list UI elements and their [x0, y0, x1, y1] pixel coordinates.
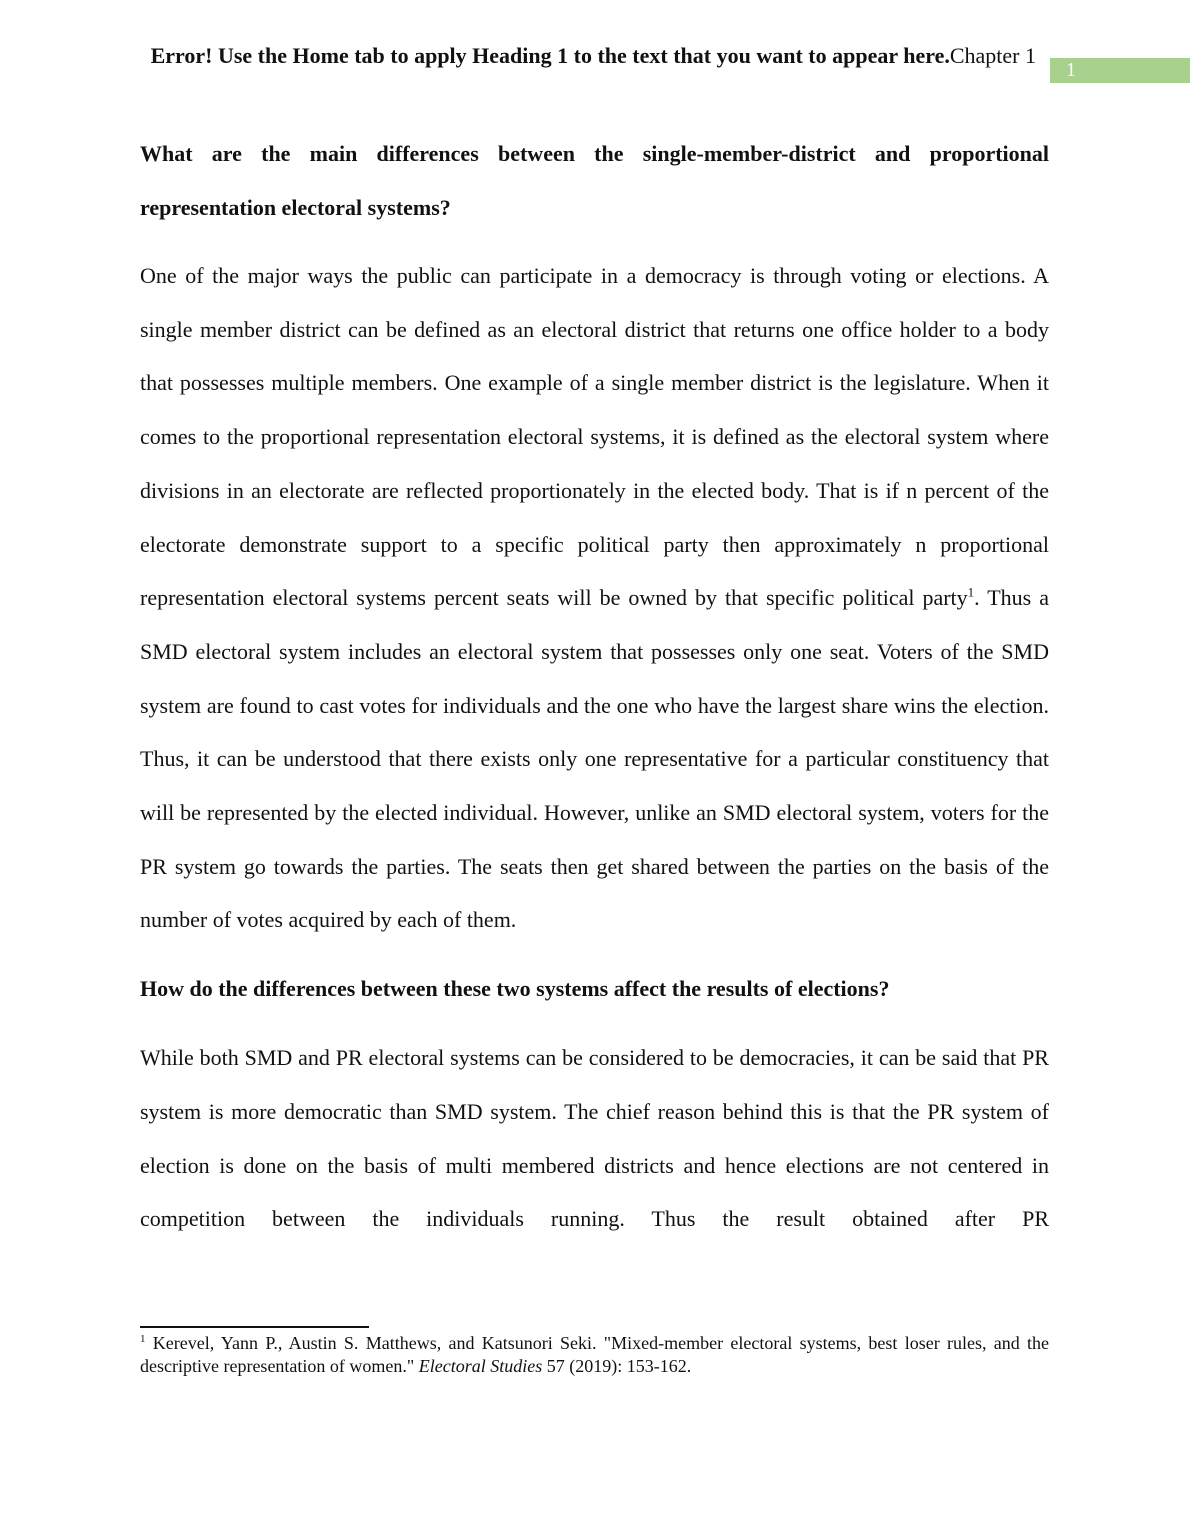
footnote — [140, 1332, 1049, 1378]
page-number-badge — [1050, 58, 1190, 83]
section2-paragraph: While both SMD and PR electoral systems can be considered to be democracies, it can be said that PR system is more democratic than SMD system. The chief reason behind this is that the PR system of election is done on the basis of multi membered districts and hence elections are not centered in competition between the individuals running. Thus the result obtained after PR — [140, 1045, 1049, 1232]
section1-paragraph — [140, 249, 1049, 947]
page-number: 1 — [1066, 59, 1076, 81]
footnote-text-part1: Kerevel, Yann P., Austin S. Matthews, and Katsunori Seki. "Mixed-member electoral systems, best loser rules, and the descriptive representation of women." — [140, 1333, 1049, 1376]
footnote-number: 1 — [140, 1333, 146, 1345]
section1-question: What are the main differences between the single-member-district and proportional representation electoral systems? — [140, 141, 1049, 220]
section2-question: How do the differences between these two systems affect the results of elections? — [140, 976, 890, 1002]
footnote-journal-title: Electoral Studies — [418, 1356, 543, 1376]
footnote-text-part2: 57 (2019): 153-162. — [542, 1356, 692, 1376]
page-header — [140, 42, 1036, 69]
footnote-reference[interactable]: 1 — [967, 584, 975, 600]
section1-paragraph-part2: . Thus a SMD electoral system includes an electoral system that possesses only one seat. Voters of the SMD system are found to cast votes for individuals and the one who have the largest share wins the election. Thus, it can be understood that there exists only one representative for a particular constituency that will be represented by the elected individual. However, unlike an SMD electoral system, voters for the PR system go towards the parties. The seats then get shared between the parties on the basis of the number of votes acquired by each of them. — [140, 585, 1049, 933]
document-body — [140, 127, 1049, 1246]
header-error-text: Error! Use the Home tab to apply Heading 1 to the text that you want to appear here. — [150, 43, 950, 68]
footnote-separator — [140, 1326, 369, 1328]
section1-paragraph-part1: One of the major ways the public can participate in a democracy is through voting or elections. A single member district can be defined as an electoral district that returns one office holder to a body that possesses multiple members. One example of a single member district is the legislature. When it comes to the proportional representation electoral systems, it is defined as the electoral system where divisions in an electorate are reflected proportionately in the elected body. That is if n percent of the electorate demonstrate support to a specific political party then approximately n proportional representation electoral systems percent seats will be owned by that specific political party — [140, 263, 1049, 611]
header-chapter-text: Chapter 1 — [949, 43, 1036, 68]
